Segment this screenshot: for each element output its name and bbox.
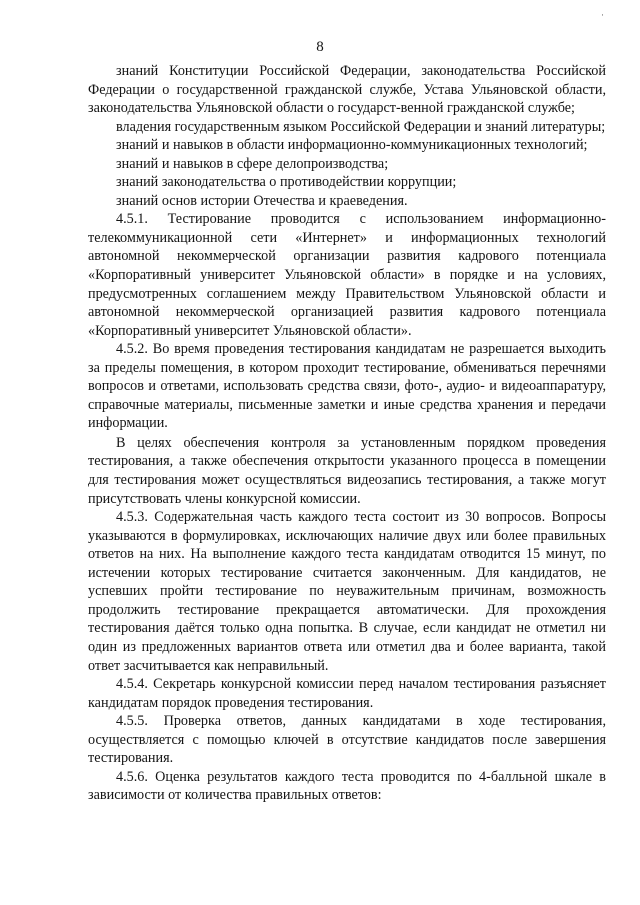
paragraph-ict-knowledge: знаний и навыков в области информационно-коммуникационных технологий; [116,137,588,154]
page-number: 8 [316,39,324,55]
clause-4-5-4: 4.5.4. Секретарь конкурсной комиссии перед началом тестирования разъясняет кандидатам порядок проведения тестирования. [88,676,606,711]
clause-4-5-5: 4.5.5. Проверка ответов, данных кандидатами в ходе тестирования, осуществляется с помощью ключей в отсутствие кандидатов после завершения тестирования. [88,713,606,767]
paragraph-video-recording: В целях обеспечения контроля за установленным порядком проведения тестирования, а также обеспечения открытости указанного процесса в помещении для тестирования может осуществляться видеозапись тестирования, а также могут присутствовать члены конкурсной комиссии. [88,434,606,507]
paragraph-history: знаний основ истории Отечества и краеведения. [116,192,408,209]
paragraph-knowledge-constitution: знаний Конституции Российской Федерации, законодательства Российской Федерации о государственной гражданской службе, Устава Ульяновской области, законодательства Ульяновской области о государст-венной гражданской службе; [88,63,606,117]
document-body [88,62,606,805]
corner-mark: · [601,10,604,20]
clause-4-5-1: 4.5.1. Тестирование проводится с использованием информационно-телекоммуникационной сети «Интернет» и информационных технологий автономной некоммерческой организации развития кадрового потенциала «Корпоративный университет Ульяновской области» в порядке и на условиях, предусмотренных соглашением между Правительством Ульяновской области и автономной некоммерческой организацией развития кадрового потенциала «Корпоративный университет Ульяновской области». [88,211,606,339]
clause-4-5-3: 4.5.3. Содержательная часть каждого теста состоит из 30 вопросов. Вопросы указываются в формулировках, исключающих наличие двух или более правильных ответов на них. На выполнение каждого теста кандидатам отводится 15 минут, по истечении которых тестирование считается законченным. Для кандидатов, не успевших пройти тестирование по неуважительным причинам, возможность продолжить тестирование прекращается автоматически. Для прохождения тестирования даётся только одна попытка. В случае, если кандидат не отметил ни один из предложенных вариантов ответа или отметил два и более варианта, такой ответ засчитывается как неправильный. [88,509,606,674]
clause-4-5-6: 4.5.6. Оценка результатов каждого теста проводится по 4-балльной шкале в зависимости от количества правильных ответов: [88,768,606,804]
clause-4-5-2: 4.5.2. Во время проведения тестирования кандидатам не разрешается выходить за пределы помещения, в котором проходит тестирование, обмениваться перечнями вопросов и ответами, использовать средства связи, фото-, аудио- и видеоаппаратуру, справочные материалы, письменные заметки и иные средства хранения и передачи информации. [88,341,606,432]
paragraph-anti-corruption: знаний законодательства о противодействии коррупции; [116,174,457,191]
paragraph-records-management: знаний и навыков в сфере делопроизводства; [116,155,389,172]
paragraph-language-knowledge: владения государственным языком Российской Федерации и знаний литературы; [116,118,606,135]
